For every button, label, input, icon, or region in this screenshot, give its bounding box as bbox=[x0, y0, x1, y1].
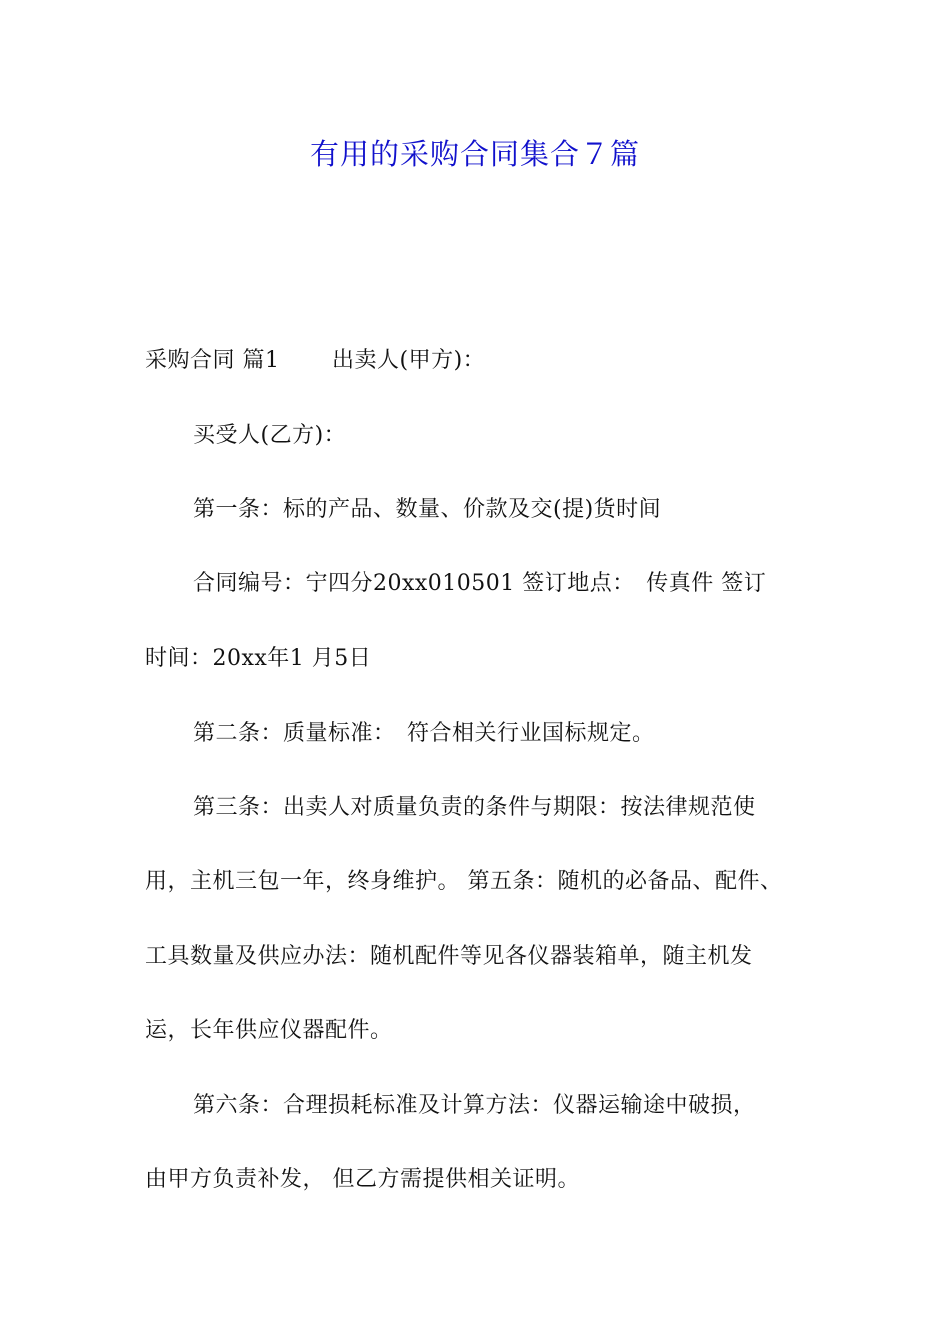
document-title: 有用的采购合同集合７篇 bbox=[309, 137, 640, 171]
paragraph-line: 时间：20xx年1 月5日 bbox=[145, 646, 372, 671]
paragraph-line: 运，长年供应仪器配件。 bbox=[145, 1018, 393, 1043]
paragraph-line: 第六条：合理损耗标准及计算方法：仪器运输途中破损， bbox=[193, 1093, 756, 1118]
paragraph-line: 第一条：标的产品、数量、价款及交(提)货时间 bbox=[193, 497, 662, 522]
paragraph-line: 第三条：出卖人对质量负责的条件与期限：按法律规范使 bbox=[193, 795, 756, 820]
paragraph-line: 采购合同 篇1 出卖人(甲方)： bbox=[145, 348, 486, 373]
paragraph-line: 用，主机三包一年，终身维护。 第五条：随机的必备品、配件、 bbox=[145, 869, 783, 894]
paragraph-line: 由甲方负责补发， 但乙方需提供相关证明。 bbox=[145, 1167, 580, 1192]
paragraph-line: 合同编号：宁四分20xx010501 签订地点： 传真件 签订 bbox=[193, 571, 767, 596]
paragraph-line: 第二条：质量标准： 符合相关行业国标规定。 bbox=[193, 721, 655, 746]
paragraph-line: 买受人(乙方)： bbox=[193, 423, 347, 448]
paragraph-line: 工具数量及供应办法：随机配件等见各仪器装箱单，随主机发 bbox=[145, 944, 753, 969]
